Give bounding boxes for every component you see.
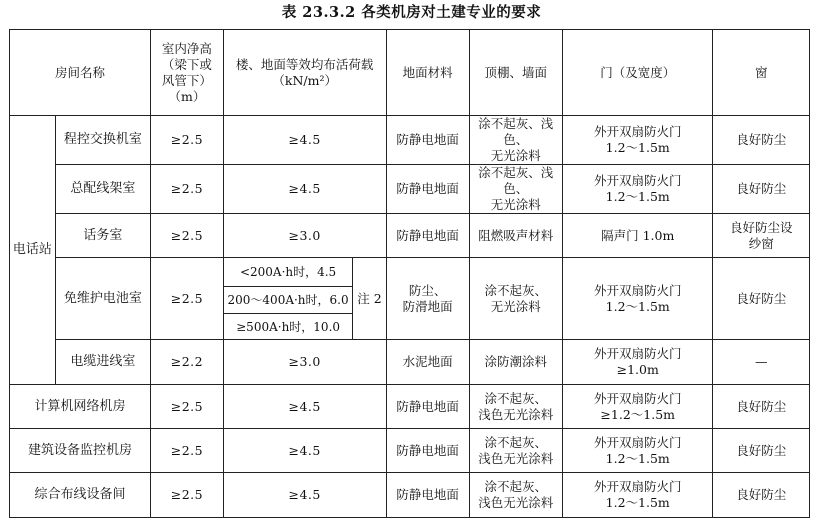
load-value-high: ≥500A·h时，10.0 xyxy=(223,314,353,340)
height-value: ≥2.5 xyxy=(151,473,224,518)
window-spec: 良好防尘 xyxy=(713,385,810,429)
header-door: 门（及宽度） xyxy=(563,30,713,116)
door-spec: 外开双扇防火门 1.2～1.5m xyxy=(563,116,713,165)
table-title: 表 23.3.2 各类机房对土建专业的要求 xyxy=(281,4,542,21)
wall-finish: 涂防潮涂料 xyxy=(469,340,562,385)
load-value: ≥4.5 xyxy=(223,429,386,473)
table-row xyxy=(10,429,810,473)
door-spec: 外开双扇防火门 1.2～1.5m xyxy=(563,258,713,340)
header-row xyxy=(10,30,810,116)
floor-material: 水泥地面 xyxy=(386,340,469,385)
room-name: 免维护电池室 xyxy=(55,258,150,340)
height-value: ≥2.5 xyxy=(151,165,224,214)
load-note: 注 2 xyxy=(353,258,386,340)
door-spec: 外开双扇防火门 ≥1.2～1.5m xyxy=(563,385,713,429)
window-spec: 良好防尘 xyxy=(713,473,810,518)
requirements-table xyxy=(9,29,810,518)
window-spec: 良好防尘 xyxy=(713,116,810,165)
load-value-mid: 200～400A·h时，6.0 xyxy=(223,287,353,314)
floor-material: 防尘、 防滑地面 xyxy=(386,258,469,340)
load-value: ≥4.5 xyxy=(223,473,386,518)
header-window: 窗 xyxy=(713,30,810,116)
table-row xyxy=(10,165,810,214)
window-spec: — xyxy=(713,340,810,385)
room-name: 综合布线设备间 xyxy=(10,473,151,518)
height-value: ≥2.5 xyxy=(151,258,224,340)
header-floor: 地面材料 xyxy=(386,30,469,116)
header-height: 室内净高 （梁下或 风管下） （m） xyxy=(151,30,224,116)
room-name: 话务室 xyxy=(55,214,150,258)
room-name: 建筑设备监控机房 xyxy=(10,429,151,473)
room-name: 计算机网络机房 xyxy=(10,385,151,429)
room-name: 程控交换机室 xyxy=(55,116,150,165)
floor-material: 防静电地面 xyxy=(386,165,469,214)
room-name: 总配线架室 xyxy=(55,165,150,214)
table-row xyxy=(10,258,810,287)
table-row xyxy=(10,473,810,518)
wall-finish: 涂不起灰、浅色、 无光涂料 xyxy=(469,116,562,165)
height-value: ≥2.5 xyxy=(151,385,224,429)
height-value: ≥2.2 xyxy=(151,340,224,385)
load-value: ≥4.5 xyxy=(223,385,386,429)
load-value: ≥4.5 xyxy=(223,116,386,165)
wall-finish: 涂不起灰、 浅色无光涂料 xyxy=(469,473,562,518)
window-spec: 良好防尘 xyxy=(713,258,810,340)
wall-finish: 涂不起灰、 无光涂料 xyxy=(469,258,562,340)
header-ceiling: 顶棚、墙面 xyxy=(469,30,562,116)
floor-material: 防静电地面 xyxy=(386,385,469,429)
wall-finish: 涂不起灰、浅色、 无光涂料 xyxy=(469,165,562,214)
window-spec: 良好防尘 xyxy=(713,165,810,214)
window-spec: 良好防尘 xyxy=(713,429,810,473)
height-value: ≥2.5 xyxy=(151,116,224,165)
floor-material: 防静电地面 xyxy=(386,116,469,165)
door-spec: 外开双扇防火门 1.2～1.5m xyxy=(563,473,713,518)
load-value: ≥3.0 xyxy=(223,340,386,385)
wall-finish: 涂不起灰、 浅色无光涂料 xyxy=(469,429,562,473)
group-label: 电话站 xyxy=(10,116,56,385)
wall-finish: 阻燃吸声材料 xyxy=(469,214,562,258)
door-spec: 隔声门 1.0m xyxy=(563,214,713,258)
door-spec: 外开双扇防火门 1.2～1.5m xyxy=(563,429,713,473)
header-room: 房间名称 xyxy=(10,30,151,116)
window-spec: 良好防尘设 纱窗 xyxy=(713,214,810,258)
door-spec: 外开双扇防火门 ≥1.0m xyxy=(563,340,713,385)
height-value: ≥2.5 xyxy=(151,214,224,258)
room-name: 电缆进线室 xyxy=(55,340,150,385)
floor-material: 防静电地面 xyxy=(386,429,469,473)
load-value: ≥3.0 xyxy=(223,214,386,258)
table-row xyxy=(10,214,810,258)
table-row xyxy=(10,116,810,165)
header-load: 楼、地面等效均布活荷载 （kN/m²） xyxy=(223,30,386,116)
wall-finish: 涂不起灰、 浅色无光涂料 xyxy=(469,385,562,429)
table-row xyxy=(10,385,810,429)
load-value: ≥4.5 xyxy=(223,165,386,214)
height-value: ≥2.5 xyxy=(151,429,224,473)
load-value-low: <200A·h时，4.5 xyxy=(223,258,353,287)
table-row xyxy=(10,340,810,385)
floor-material: 防静电地面 xyxy=(386,473,469,518)
door-spec: 外开双扇防火门 1.2～1.5m xyxy=(563,165,713,214)
floor-material: 防静电地面 xyxy=(386,214,469,258)
